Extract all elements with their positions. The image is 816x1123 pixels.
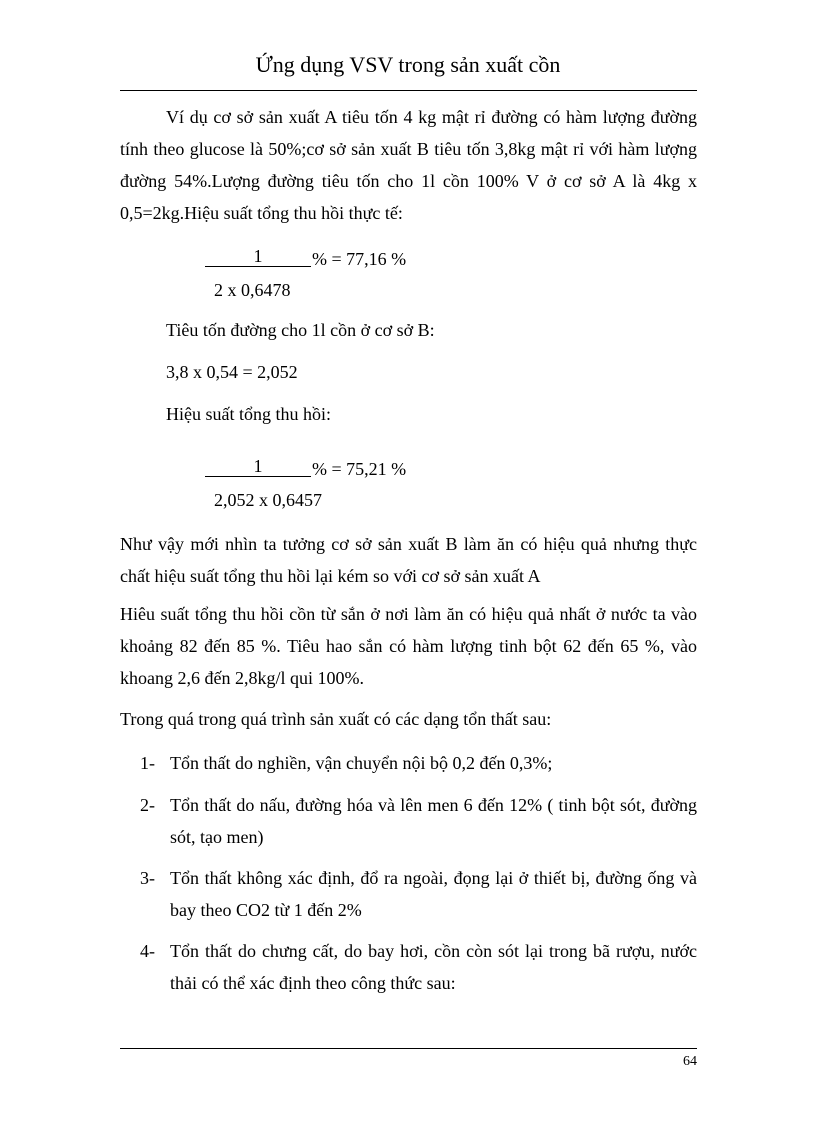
list-item (140, 935, 697, 999)
list-item (140, 789, 697, 853)
header-rule (120, 90, 697, 91)
list-item-number: 2- (140, 795, 155, 815)
page-header-title: Ứng dụng VSV trong sản xuất cồn (255, 52, 561, 77)
list-item-number: 4- (140, 941, 155, 961)
list-item-text: Tổn thất do nấu, đường hóa và lên men 6 đến 12% ( tinh bột sót, đường sót, tạo men) (170, 795, 697, 847)
b-calculation: 3,8 x 0,54 = 2,052 (166, 362, 298, 382)
losses-intro-paragraph (120, 703, 697, 735)
footer-rule (120, 1048, 697, 1049)
list-item-text: Tổn thất do chưng cất, do bay hơi, cồn còn sót lại trong bã rượu, nước thải có thể xác định theo công thức sau: (170, 941, 697, 993)
yield-label: Hiệu suất tổng thu hồi: (166, 404, 331, 424)
formula1-fraction-line (205, 266, 311, 267)
cassava-text: Hiêu suất tổng thu hồi cồn từ sắn ở nơi làm ăn có hiệu quả nhất ở nước ta vào khoảng 82 đến 85 %. Tiêu hao sắn có hàm lượng tinh bột 62 đến 65 %, vào khoang 2,6 đến 2,8kg/l qui 100%. (120, 604, 697, 688)
list-item (140, 862, 697, 926)
conclusion-text: Như vậy mới nhìn ta tưởng cơ sở sản xuất B làm ăn có hiệu quả nhưng thực chất hiệu suất tổng thu hồi lại kém so với cơ sở sản xuất A (120, 534, 697, 586)
intro-paragraph (120, 101, 697, 229)
list-item (140, 747, 697, 779)
list-item-text: Tổn thất do nghiền, vận chuyển nội bộ 0,2 đến 0,3%; (170, 753, 553, 773)
formula1-denominator: 2 x 0,6478 (214, 280, 291, 300)
conclusion-paragraph (120, 528, 697, 592)
formula1-result: % = 77,16 % (312, 249, 407, 269)
list-item-number: 1- (140, 753, 155, 773)
formula2-denominator: 2,052 x 0,6457 (214, 490, 322, 510)
formula2-result: % = 75,21 % (312, 459, 407, 479)
cassava-paragraph (120, 598, 697, 694)
list-item-number: 3- (140, 868, 155, 888)
formula2-fraction-line (205, 476, 311, 477)
formula2-numerator: 1 (253, 456, 263, 476)
intro-text: Ví dụ cơ sở sản xuất A tiêu tốn 4 kg mật rỉ đường có hàm lượng đường tính theo glucose là 50%;cơ sở sản xuất B tiêu tốn 3,8kg mật rỉ với hàm lượng đường 54%.Lượng đường tiêu tốn cho 1l cồn 100% V ở cơ sở A là 4kg x 0,5=2kg.Hiệu suất tổng thu hồi thực tế: (120, 107, 697, 223)
list-item-text: Tổn thất không xác định, đổ ra ngoài, đọng lại ở thiết bị, đường ống và bay theo CO2 từ 1 đến 2% (170, 868, 697, 920)
page-number: 64 (683, 1054, 697, 1069)
formula1-numerator: 1 (253, 246, 263, 266)
losses-intro-text: Trong quá trong quá trình sản xuất có các dạng tổn thất sau: (120, 709, 552, 729)
b-sugar-line: Tiêu tốn đường cho 1l cồn ở cơ sở B: (166, 320, 435, 340)
